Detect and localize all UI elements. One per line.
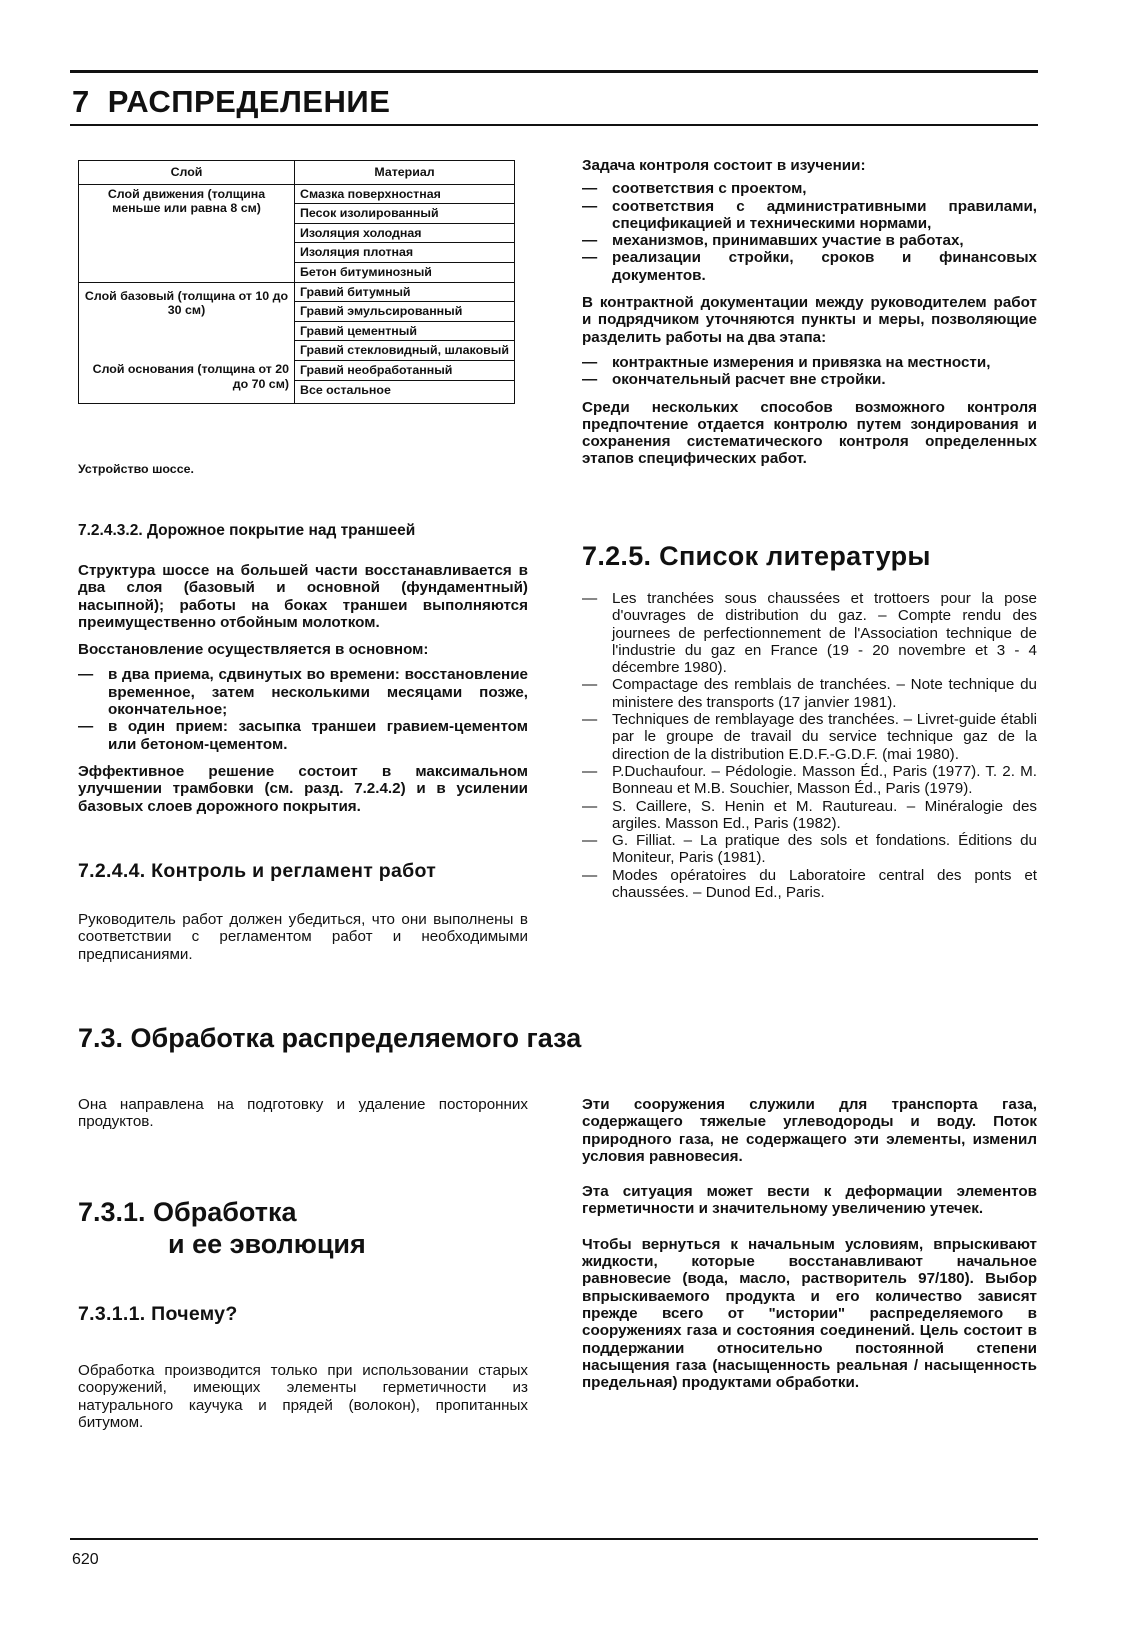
paragraph: В контрактной документации между руководителем работ и подрядчиком уточняются пункты и меры, позволяющие разделить работы на два этапа:	[582, 294, 1037, 346]
bottom-rule	[70, 1538, 1038, 1540]
chapter-rule	[70, 124, 1038, 126]
section-725	[582, 540, 1037, 901]
list-item: — G. Filliat. – La pratique des sols et fondations. Éditions du Moniteur, Paris (1981).	[582, 832, 1037, 867]
table-cell-layer: Слой базовый (толщина от 10 до 30 см)	[79, 282, 295, 360]
paragraph: Она направлена на подготовку и удаление посторонних продуктов.	[78, 1096, 528, 1131]
section-heading-line1: 7.3.1. Обработка	[78, 1197, 297, 1227]
list-item: — реализации стройки, сроков и финансовых документов.	[582, 249, 1037, 284]
list-item: — окончательный расчет вне стройки.	[582, 371, 1037, 388]
table-cell-material: Изоляция холодная	[295, 223, 515, 243]
table-cell-layer: Слой основания (толщина от 20 до 70 см)	[79, 360, 295, 403]
table-caption: Устройство шоссе.	[78, 462, 194, 476]
list-item: — Techniques de remblayage des tranchées. – Livret-guide établi par le groupe de travail du service technique gaz de la direction de la distribution E.D.F.-G.D.F. (mai 1980).	[582, 711, 1037, 763]
table-cell-material: Гравий эмульсированный	[295, 302, 515, 322]
paragraph: Восстановление осуществляется в основном:	[78, 641, 429, 659]
section-heading: 7.2.4.3.2. Дорожное покрытие над траншеей	[78, 522, 416, 539]
road-layers-table	[78, 160, 515, 404]
chapter-number: 7	[72, 84, 90, 119]
list-item: — Modes opératoires du Laboratoire central des ponts et chaussées. – Dunod Ed., Paris.	[582, 867, 1037, 902]
paragraph: Эта ситуация может вести к деформации элементов герметичности и значительному увеличению утечек.	[582, 1183, 1037, 1218]
page-number: 620	[72, 1551, 99, 1568]
paragraph: Задача контроля состоит в изучении:	[582, 157, 866, 174]
paragraph: Эффективное решение состоит в максимальном улучшении трамбовки (см. разд. 7.2.4.2) и в усилении базовых слоев дорожного покрытия.	[78, 762, 528, 815]
control-text	[582, 157, 1037, 468]
table-row	[79, 184, 515, 204]
paragraph: Эти сооружения служили для транспорта газа, содержащего тяжелые углеводороды и воду. Поток природного газа, не содержащего эти элементы, изменил условия равновесия.	[582, 1096, 1037, 1165]
bullet-list	[582, 180, 1037, 284]
table-cell-layer: Слой движения (толщина меньше или равна 8 см)	[79, 184, 295, 282]
section-7311	[78, 1303, 528, 1431]
paragraph: Чтобы вернуться к начальным условиям, впрыскивают жидкости, которые восстанавливают начальное равновесие (вода, масло, растворитель 97/180). Выбор впрыскиваемого продукта и его количество зависят прежде всего от "истории" распределяемого в сооружениях газа и состояния соединений. Цель состоит в поддержании относительно постоянной степени насыщения газа (насыщенность реальная / насыщенность предельная) продуктами обработки.	[582, 1235, 1037, 1392]
table-cell-material: Все остальное	[295, 380, 515, 404]
list-item: — P.Duchaufour. – Pédologie. Masson Éd., Paris (1977). T. 2. M. Bonneau et M.B. Souchier, Masson Éd., Paris (1979).	[582, 763, 1037, 798]
list-item: — в два приема, сдвинутых во времени: восстановление временное, затем несколькими месяцами позже, окончательное;	[78, 666, 528, 718]
table-cell-material: Гравий необработанный	[295, 360, 515, 380]
paragraph: Среди нескольких способов возможного контроля предпочтение отдается контролю путем зондирования и сохранения систематического контроля определенных этапов специфических работ.	[582, 398, 1037, 468]
section-72444	[78, 860, 528, 963]
paragraph: Структура шоссе на большей части восстанавливается в два слоя (базовый и основной (фундаментный) насыпной); работы на боках траншеи выполняются преимущественно отбойным молотком.	[78, 562, 528, 631]
bullet-list	[78, 666, 528, 752]
list-item: — соответствия с административными правилами, спецификацией и техническими нормами,	[582, 198, 1037, 233]
section-72432	[78, 522, 528, 815]
table-header-material: Материал	[295, 161, 515, 185]
table-header-layer: Слой	[79, 161, 295, 185]
table-cell-material: Песок изолированный	[295, 204, 515, 224]
list-item: — Compactage des remblais de tranchées. – Note technique du ministere des transports (17 janvier 1981).	[582, 676, 1037, 711]
bibliography-list	[582, 590, 1037, 901]
table-row	[79, 282, 515, 302]
section-heading: 7.3. Обработка распределяемого газа	[78, 1023, 582, 1053]
list-item: — Les tranchées sous chaussées et trottoers pour la pose d'ouvrages de distribution du gaz. – Compte rendu des journees de perfectionnement de l'Association technique de l'industrie du gaz en France (19 - 20 novembre et 3 - 4 décembre 1980).	[582, 590, 1037, 676]
section-heading: 7.2.4.4. Контроль и регламент работ	[78, 860, 437, 882]
table-cell-material: Бетон битуминозный	[295, 262, 515, 282]
section-heading: 7.2.5. Список литературы	[582, 541, 931, 571]
list-item: — контрактные измерения и привязка на местности,	[582, 354, 1037, 371]
list-item: — механизмов, принимавших участие в работах,	[582, 232, 1037, 249]
paragraph: Обработка производится только при использовании старых сооружений, имеющих элементы герметичности из натурального каучука и прядей (волокон), пропитанных битумом.	[78, 1362, 528, 1431]
gas-treatment-text	[582, 1096, 1037, 1391]
section-73-intro	[78, 1096, 528, 1131]
list-item: — в один прием: засыпка траншеи гравием-цементом или бетоном-цементом.	[78, 718, 528, 753]
table-cell-material: Гравий битумный	[295, 282, 515, 302]
list-item: — S. Caillere, S. Henin et M. Rautureau. – Minéralogie des argiles. Masson Ed., Paris (1982).	[582, 798, 1037, 833]
section-heading: 7.3.1.1. Почему?	[78, 1303, 238, 1325]
chapter-title	[72, 84, 390, 120]
table-cell-material: Смазка поверхностная	[295, 184, 515, 204]
top-rule	[70, 70, 1038, 73]
paragraph: Руководитель работ должен убедиться, что они выполнены в соответствии с регламентом работ и необходимыми предписаниями.	[78, 911, 528, 963]
section-73-heading-wrap	[78, 1022, 1038, 1054]
table-cell-material: Гравий цементный	[295, 321, 515, 341]
table-row	[79, 360, 515, 380]
chapter-name: РАСПРЕДЕЛЕНИЕ	[107, 84, 391, 119]
table-cell-material: Изоляция плотная	[295, 243, 515, 263]
bullet-list	[582, 354, 1037, 389]
table-cell-material: Гравий стекловидный, шлаковый	[295, 341, 515, 361]
section-heading-line2: и ее эволюция	[168, 1229, 366, 1259]
section-731	[78, 1196, 528, 1260]
list-item: — соответствия с проектом,	[582, 180, 1037, 197]
